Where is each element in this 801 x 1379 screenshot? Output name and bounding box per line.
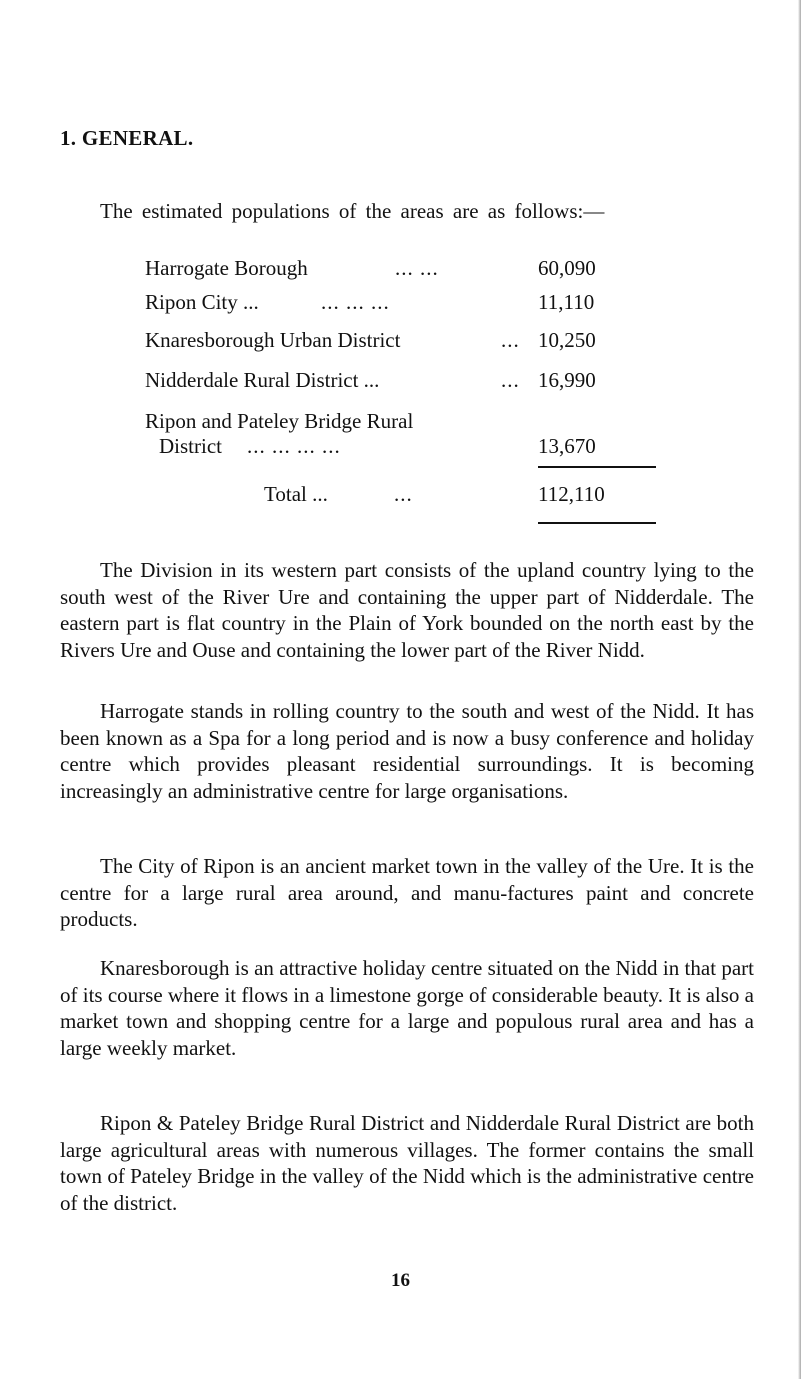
paragraph-knaresborough: Knaresborough is an attractive holiday centre situated on the Nidd in that part of its course where it flows in a limestone gorge of considerable beauty. It is also a market town and shopping centre for a large and populous rural area and has a large weekly market. [60, 956, 754, 1060]
row-label: Ripon City ... [145, 290, 259, 314]
total-value: 112,110 [538, 482, 605, 506]
row-value: 10,250 [538, 328, 596, 352]
total-label: Total ... [264, 482, 328, 506]
row-value: 13,670 [538, 434, 596, 458]
paragraph-rural-districts: Ripon & Pateley Bridge Rural District and Nidderdale Rural District are both large agricultural areas with numerous villages. The former contains the small town of Pateley Bridge in the valley of the Nidd which is the administrative centre of the district. [60, 1111, 754, 1215]
row-value: 16,990 [538, 368, 596, 392]
page-number: 16 [391, 1270, 410, 1291]
sum-rule-bottom [538, 522, 656, 524]
sum-rule-top [538, 466, 656, 468]
leader-dots: ... ... [395, 256, 439, 280]
leader-dots: ... [501, 328, 520, 352]
section-heading: 1. GENERAL. [60, 126, 194, 150]
paragraph-harrogate: Harrogate stands in rolling country to the south and west of the Nidd. It has been known as a Spa for a long period and is now a busy conference and holiday centre which provides pleasant residential surroundings. It is becoming increasingly an administrative centre for large organisations. [60, 699, 754, 803]
leader-dots: ... [501, 368, 520, 392]
leader-dots: ... [394, 482, 413, 506]
row-label: Knaresborough Urban District [145, 328, 401, 352]
row-label: Harrogate Borough [145, 256, 308, 280]
row-value: 11,110 [538, 290, 595, 314]
row-label-line2: District [159, 434, 222, 458]
row-label: Nidderdale Rural District ... [145, 368, 380, 392]
paragraph-ripon: The City of Ripon is an ancient market town in the valley of the Ure. It is the centre for a large rural area around, and manu-factures paint and concrete products. [60, 854, 754, 932]
leader-dots: ... ... ... ... [247, 434, 341, 458]
row-label-line1: Ripon and Pateley Bridge Rural [145, 409, 414, 433]
paragraph-division: The Division in its western part consists of the upland country lying to the south west of the River Ure and containing the upper part of Nidderdale. The eastern part is flat country in the Plain of York bounded on the north east by the Rivers Ure and Ouse and containing the lower part of the River Nidd. [60, 558, 754, 662]
row-value: 60,090 [538, 256, 596, 280]
leader-dots: ... ... ... [321, 290, 390, 314]
intro-sentence: The estimated populations of the areas are as follows:— [100, 199, 605, 223]
